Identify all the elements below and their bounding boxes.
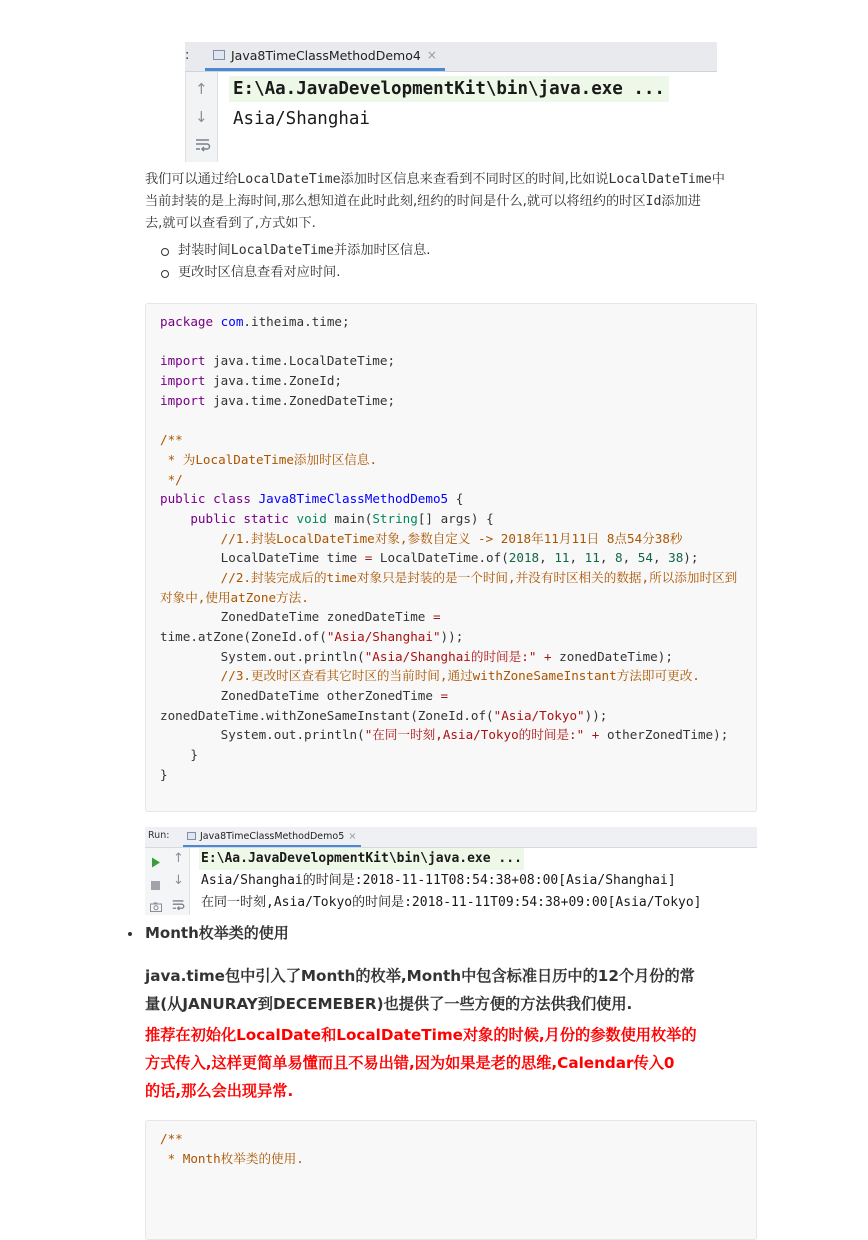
console-tab-icon	[213, 50, 225, 60]
para-text: 我们可以通过给	[145, 172, 238, 187]
tab-java8timeclassmethoddemo4[interactable]	[205, 42, 445, 71]
arrow-up-icon[interactable]: ↑	[173, 851, 184, 866]
list-item-text: 并添加时区信息.	[333, 243, 431, 258]
month-description-line: java.time包中引入了Month的枚举,Month中包含标准日历中的12个月份的常	[145, 967, 695, 985]
para-text: 当前封装的是上海时间,那么想知道在此时此刻,纽约的时间是什么,就可以将纽约的时区	[145, 194, 646, 209]
close-icon[interactable]: ×	[348, 830, 357, 842]
run-label: Run:	[148, 830, 170, 841]
list-item	[160, 240, 430, 262]
month-recommendation-line: 方式传入,这样更简单易懂而且不易出错,因为如果是老的思维,Calendar传入0	[145, 1054, 675, 1072]
tab-bar-colon: :	[185, 48, 190, 63]
console-output-line: 在同一时刻,Asia/Tokyo的时间是:2018-11-11T09:54:38+09:00[Asia/Tokyo]	[201, 895, 702, 910]
month-recommendation	[145, 1021, 757, 1105]
arrow-down-icon[interactable]: ↓	[195, 108, 208, 126]
tab-label: Java8TimeClassMethodDemo4	[231, 47, 421, 63]
code-block	[145, 303, 757, 812]
console-panel-demo5	[145, 827, 757, 915]
console-output-command: E:\Aa.JavaDevelopmentKit\bin\java.exe ...	[229, 76, 669, 102]
camera-icon[interactable]	[150, 897, 162, 916]
console-gutter	[185, 72, 218, 162]
intro-paragraph	[145, 169, 760, 235]
month-description	[145, 962, 757, 1018]
soft-wrap-icon[interactable]	[172, 896, 185, 915]
tab-java8timeclassmethoddemo5[interactable]	[183, 827, 361, 847]
list-item	[160, 262, 430, 284]
list-item-text: 封装时间	[178, 243, 231, 258]
soft-wrap-icon[interactable]	[195, 138, 211, 155]
para-code: Id	[645, 194, 662, 209]
code-block	[145, 1120, 757, 1240]
console-output-line: Asia/Shanghai	[233, 109, 370, 129]
month-recommendation-line: 的话,那么会出现异常.	[145, 1082, 294, 1100]
arrow-down-icon[interactable]: ↓	[173, 873, 184, 888]
list-item-code: LocalDateTime	[230, 243, 334, 258]
section-heading-month: Month枚举类的使用	[128, 922, 289, 943]
console-gutter	[167, 848, 190, 915]
console-tab-icon	[187, 832, 196, 840]
close-icon[interactable]: ×	[426, 48, 437, 62]
code-content: /** * Month枚举类的使用.	[160, 1131, 304, 1166]
para-text: 添加时区信息来查看到不同时区的时间,比如说	[340, 172, 609, 187]
code-content: package com.itheima.time; import java.time.LocalDateTime; import java.time.ZoneId; import java.time.ZonedDateTime; /** * 为LocalDateTime添加时区信息. */ public class Java8TimeClassMethodDemo5 { public static void main(String[] args) { //1.封装LocalDateTime对象,参数自定义 -> 2018年11月11日 8点54分38秒 LocalDateTime time = LocalDateTime.of(2018, 11, 11, 8, 54, 38); //2.封装完成后的time对象只是封装的是一个时间,并没有时区相关的数据,所以添加时区到 对象中,使用atZone方法. ZonedDateTime zonedDateTime = time.atZone(ZoneId.of("Asia/Shanghai")); System.out.println("Asia/Shanghai的时间是:" + zonedDateTime); //3.更改时区查看其它时区的当前时间,通过withZoneSameInstant方法即可更改. ZonedDateTime otherZonedTime = zonedDateTime.withZoneSameInstant(ZoneId.of("Asia/Tokyo")); System.out.println("在同一时刻,Asia/Tokyo的时间是:" + otherZonedTime); } }	[160, 314, 738, 782]
list-item-text: 更改时区信息查看对应时间.	[178, 265, 341, 280]
month-description-line: 量(从JANURAY到DECEMEBER)也提供了一些方便的方法供我们使用.	[145, 995, 633, 1013]
run-toolbar	[145, 848, 167, 915]
para-text: 中	[711, 172, 725, 187]
bullet-list	[160, 240, 430, 284]
para-text: 去,就可以查看到了,方式如下.	[145, 216, 316, 231]
console-tab-bar	[185, 42, 717, 72]
arrow-up-icon[interactable]: ↑	[195, 80, 208, 98]
console-output-line: Asia/Shanghai的时间是:2018-11-11T08:54:38+08:00[Asia/Shanghai]	[201, 873, 676, 888]
tab-label: Java8TimeClassMethodDemo5	[200, 830, 345, 842]
console-output-command: E:\Aa.JavaDevelopmentKit\bin\java.exe ...	[199, 848, 524, 870]
month-recommendation-line: 推荐在初始化LocalDate和LocalDateTime对象的时候,月份的参数使用枚举的	[145, 1026, 697, 1044]
para-code: LocalDateTime	[608, 172, 712, 187]
run-tab-bar	[145, 827, 757, 848]
console-panel-demo4	[185, 42, 717, 162]
play-icon[interactable]	[151, 853, 161, 872]
para-text: 添加进	[661, 194, 701, 209]
stop-icon[interactable]	[151, 875, 160, 894]
para-code: LocalDateTime	[237, 172, 341, 187]
